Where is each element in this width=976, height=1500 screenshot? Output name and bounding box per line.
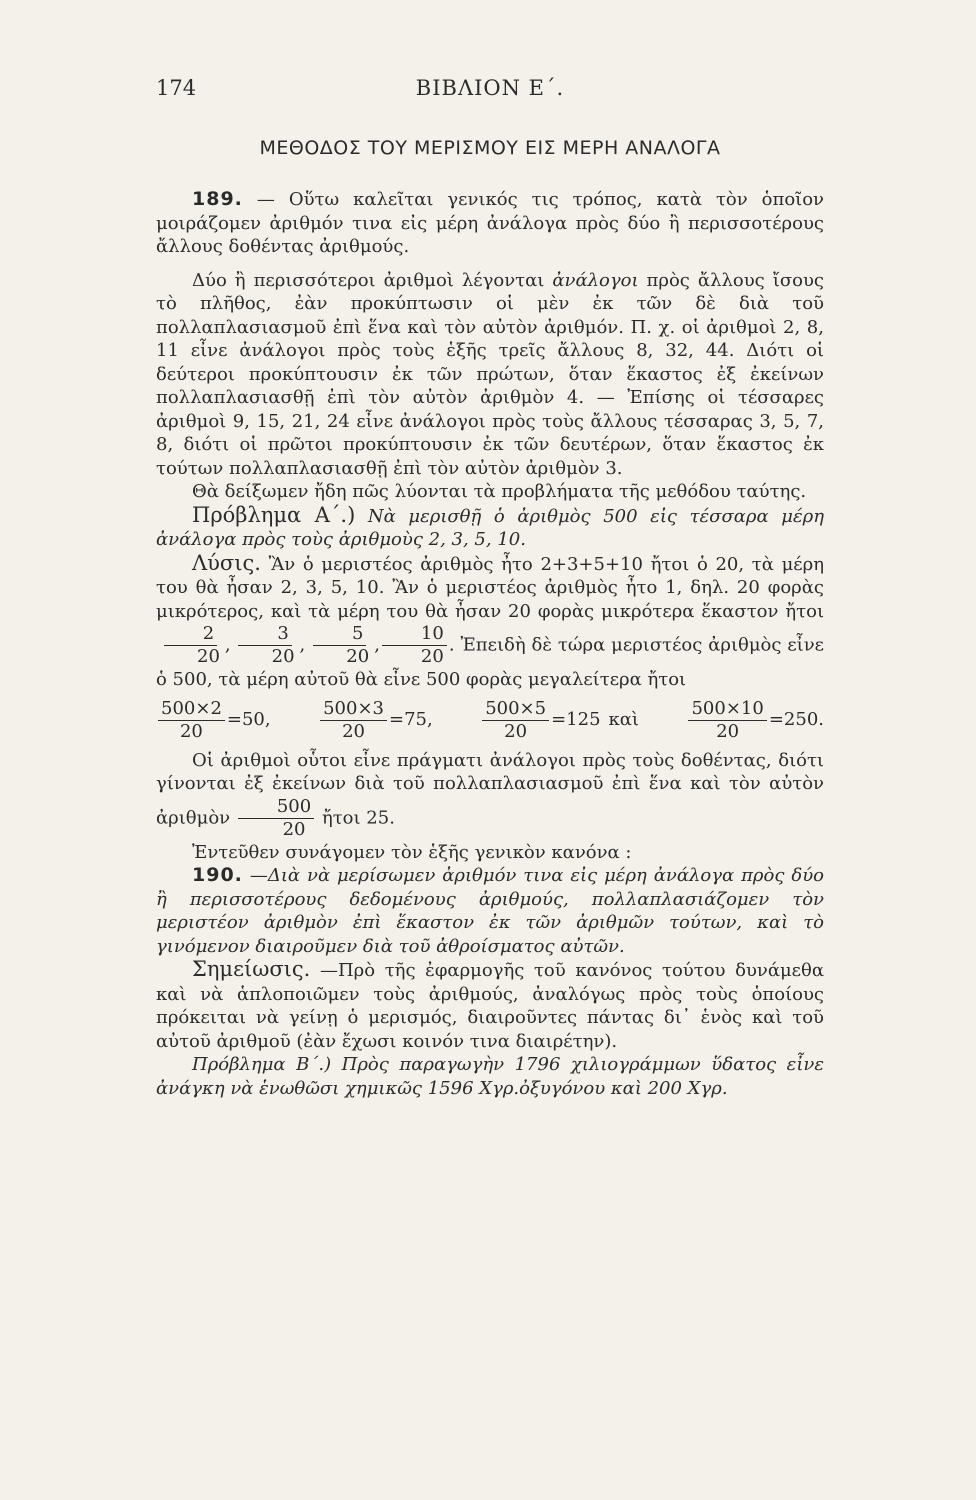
fraction-denominator: 20 [504,720,528,742]
product-item [318,698,433,743]
conjunction: καὶ [608,709,639,731]
fraction [158,623,223,668]
fraction-denominator: 20 [282,818,306,840]
note-text: —Πρὸ τῆς ἐφαρμογῆς τοῦ κανόνος τούτου δυνάμεθα καὶ νὰ ἁπλοποιῶμεν τοὺς ἀριθμούς, ἀναλόγως πρὸς τοὺς ὁποίους πρόκειται νὰ γείνῃ ὁ μερισμός, διαιροῦντες πάντας δι᾽ ἑνὸς καὶ τοῦ αὐτοῦ ἀριθμοῦ (ἐὰν ἔχωσι κοινόν τινα διαιρέτην). [156,960,824,1052]
problem-b: Πρόβλημα Β΄.) Πρὸς παραγωγὴν 1796 χιλιογράμμων ὕδατος εἶνε ἀνάγκη νὰ ἑνωθῶσι χημικῶς 1596 Χγρ.ὀξυγόνου καὶ 200 Χγρ. [156,1054,824,1099]
term-analogous: ἀνάλογοι [552,269,639,291]
paragraph-text: Δύο ἢ περισσότεροι ἀριθμοὶ λέγονται [192,269,545,291]
fraction-denominator: 20 [197,646,220,667]
solution-paragraph [156,552,824,692]
fraction [320,698,387,743]
paragraph-text: — Οὕτω καλεῖται γενικός τις τρόπος, κατὰ τὸν ὁποῖον μοιράζομεν ἀριθμόν τινα εἰς μέρη ἀνάλογα πρὸς δύο ἢ περισσοτέρους ἄλλους δοθέντας ἀριθμούς. [156,189,824,257]
fraction-end: . [448,634,455,656]
paragraph-note [156,958,824,1053]
product-item [156,698,271,743]
note-label: Σημείωσις. [192,957,311,981]
paragraph-show: Θὰ δείξωμεν ἤδη πῶς λύονται τὰ προβλήματα τῆς μεθόδου ταύτης. [192,481,807,502]
products-line [156,698,824,743]
paragraph-rule-intro: Ἐντεῦθεν συνάγομεν τὸν ἑξῆς γενικὸν κανόνα : [192,841,632,863]
problem-label: Πρόβλημα Α΄.) [192,502,356,527]
fraction-denominator: 20 [179,720,203,742]
section-number: 189. [192,188,243,210]
fraction-comma: , [299,634,306,656]
fraction-numerator: 3 [238,623,291,646]
fraction-comma: , [224,634,231,656]
fraction-denominator: 20 [346,646,370,667]
paragraph-definition [156,269,824,481]
product-result: =50, [226,709,271,731]
paragraph-190 [156,864,824,958]
solution-text: Ἂν ὁ μεριστέος ἀριθμὸς ἦτο 2+3+5+10 ἤτοι ὁ 20, τὰ μέρη του θὰ ἦσαν 2, 3, 5, 10. Ἂν ὁ μεριστέος ἀριθμὸς ἦτο 1, δηλ. 20 φορὰς μικρότερος, καὶ τὰ μέρη του θὰ ἦσαν 20 φορὰς μικρότερα ἕκαστον [156,553,824,622]
paragraph-189 [156,188,824,259]
fraction-numerator: 500×5 [482,698,549,721]
fraction [238,796,314,841]
fraction-comma: , [374,634,380,656]
fraction-numerator: 500 [238,796,314,819]
fraction-denominator: 20 [716,720,740,742]
fraction [233,623,298,668]
fraction-numerator: 5 [313,623,366,646]
fraction-denominator: 20 [420,646,444,667]
product-result: =250. [768,709,824,731]
section-number: 190. [192,864,243,886]
fraction [688,698,766,743]
fraction [382,623,447,668]
paragraph-text: Οἱ ἀριθμοὶ οὗτοι εἶνε πράγματι ἀνάλογοι πρὸς τοὺς δοθέντας, διότι γίνονται ἐξ ἐκείνων διὰ τοῦ πολλαπλασιασμοῦ ἐπὶ ἕνα καὶ τὸν αὐτὸν ἀριθμὸν [156,749,824,828]
problem-a [156,504,824,552]
running-header [156,76,824,108]
paragraph-check [156,749,824,841]
body-text [156,188,824,1100]
product-result: =125 [551,709,601,731]
fraction-prefix: ἤτοι [785,600,824,622]
problem-text: Νὰ μερισθῇ ὁ ἀριθμὸς 500 εἰς τέσσαρα μέρη ἀνάλογα πρὸς τοὺς ἀριθμοὺς 2, 3, 5, 10. [156,505,824,550]
product-item [480,698,639,743]
solution-continuation: Ἐπειδὴ δὲ τώρα μεριστέος ἀριθμὸς εἶνε ὁ 500, τὰ μέρη αὐτοῦ θὰ εἶνε 500 φορὰς μεγαλείτερα ἤτοι [156,634,824,690]
page-number: 174 [156,76,197,100]
paragraph-text: ἤτοι 25. [321,807,395,828]
rule-text: —Διὰ νὰ μερίσωμεν ἀριθμόν τινα εἰς μέρη ἀνάλογα πρὸς δύο ἢ περισσοτέρους δεδομένους ἀριθμούς, πολλαπλασιάζομεν τὸν μεριστέον ἀριθμὸν ἐπὶ ἕκαστον ἐκ τῶν ἀριθμῶν τούτων, καὶ τὸ γινόμενον διαιροῦμεν διὰ τοῦ ἀθροίσματος αὐτῶν. [156,865,824,957]
fraction-denominator: 20 [271,646,295,667]
fraction [158,698,225,743]
fraction-numerator: 2 [164,623,217,646]
fraction [307,623,372,668]
product-item [686,698,824,743]
paragraph-text: πρὸς ἄλλους ἴσους τὸ πλῆθος, ἐὰν προκύπτωσιν οἱ μὲν ἐκ τῶν δὲ διὰ τοῦ πολλαπλασιασμοῦ ἐπὶ ἕνα καὶ τὸν αὐτὸν ἀριθμόν. Π. χ. οἱ ἀριθμοὶ 2, 8, 11 εἶνε ἀνάλογοι πρὸς τοὺς ἑξῆς τρεῖς ἄλλους 8, 32, 44. Διότι οἱ δεύτεροι προκύπτουσιν ἐκ τῶν πρώτων, ὅταν ἕκαστος ἐξ ἐκείνων πολλαπλασιασθῇ ἐπὶ τὸν αὐτὸν ἀριθμὸν 4. — Ἐπίσης οἱ τέσσαρες ἀριθμοὶ 9, 15, 21, 24 εἶνε ἀνάλογοι πρὸς τοὺς ἄλλους τέσσαρας 3, 5, 7, 8, διότι οἱ πρῶτοι προκύπτουσιν ἐκ τῶν δευτέρων, ὅταν ἕκαστος ἐκ τούτων πολλαπλασιασθῇ ἐπὶ τὸν αὐτὸν ἀριθμὸν 3. [156,269,824,479]
product-result: =75, [388,709,433,731]
section-title: ΜΕΘΟΔΟΣ ΤΟΥ ΜΕΡΙΣΜΟΥ ΕΙΣ ΜΕΡΗ ΑΝΑΛΟΓΑ [259,137,721,159]
solution-label: Λύσις. [192,550,261,575]
fraction-denominator: 20 [342,720,365,742]
book-title: ΒΙΒΛΙΟΝ Ε΄. [415,76,565,100]
fraction-numerator: 500×2 [158,698,225,721]
fraction-numerator: 10 [382,623,447,646]
fraction [482,698,549,743]
fraction-numerator: 500×3 [320,698,387,721]
fraction-numerator: 500×10 [688,698,766,721]
